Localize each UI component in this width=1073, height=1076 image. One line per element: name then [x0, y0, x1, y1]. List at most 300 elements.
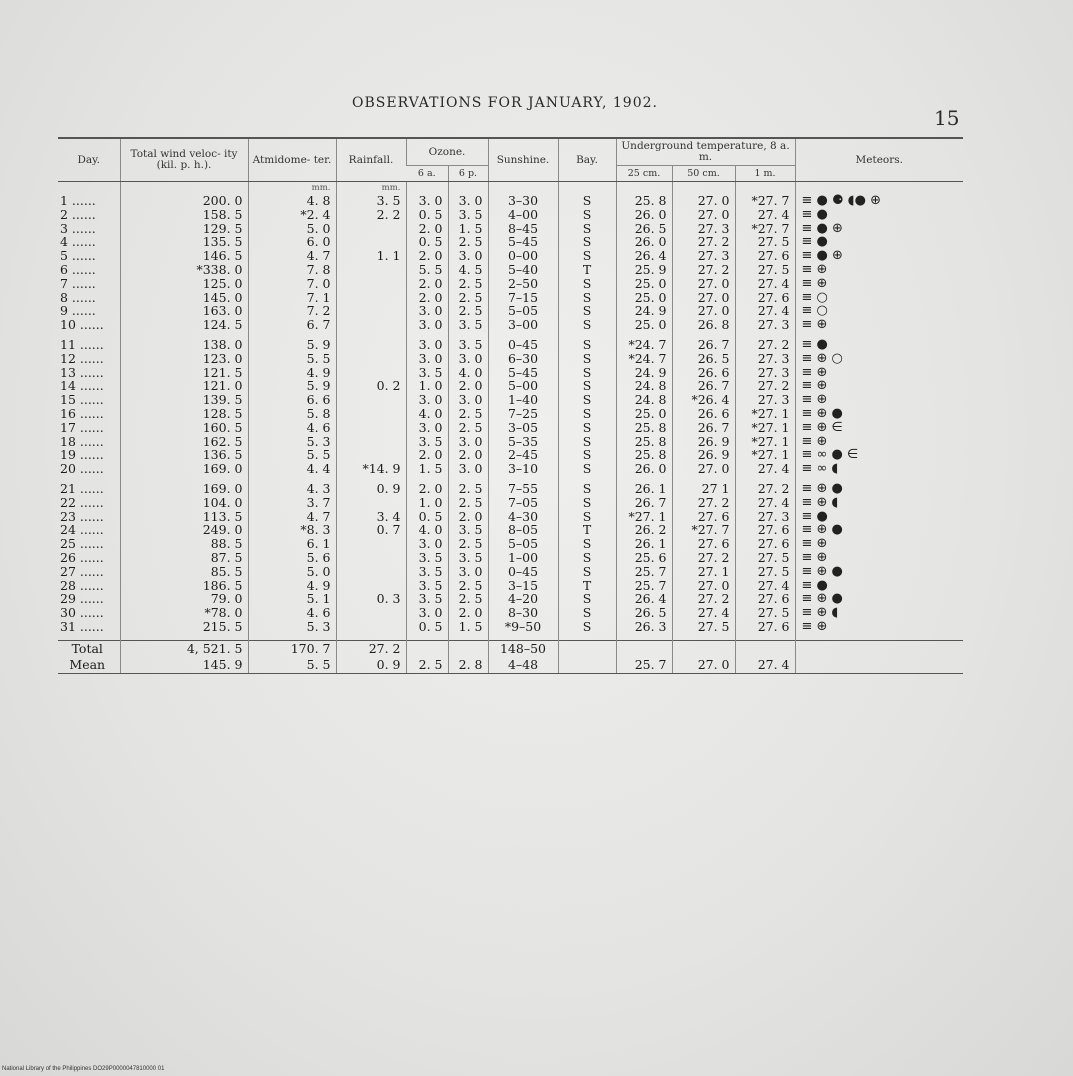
wind-cell: 136. 5 [120, 448, 248, 462]
atmidometer-cell: 4. 6 [248, 606, 336, 620]
wind-cell: 113. 5 [120, 510, 248, 524]
ug-50cm-cell: 27. 2 [672, 496, 735, 510]
bay-cell: S [558, 537, 616, 551]
atmidometer-cell: 5. 1 [248, 592, 336, 606]
ug-1m-cell: 27. 2 [735, 338, 795, 352]
meteors-cell: ≡ ⊕ [795, 366, 963, 380]
sunshine-cell: 7–15 [488, 291, 558, 305]
ug-25cm-cell: 26. 3 [616, 620, 672, 634]
ug-25cm-cell: 24. 9 [616, 366, 672, 380]
ozone-6a-cell: 4. 0 [406, 407, 448, 421]
mean-ug-1m: 27. 4 [735, 657, 795, 674]
ug-50cm-cell: 26. 6 [672, 407, 735, 421]
ozone-6a-cell: 4. 0 [406, 523, 448, 537]
wind-cell: 129. 5 [120, 222, 248, 236]
bay-cell: S [558, 510, 616, 524]
meteors-cell: ≡ ⊕ ∈ [795, 421, 963, 435]
table-row [58, 263, 963, 277]
meteors-cell: ≡ ⊕ [795, 620, 963, 634]
ug-50cm-cell: 26. 5 [672, 352, 735, 366]
table-row [58, 462, 963, 476]
bay-cell: S [558, 496, 616, 510]
rainfall-cell [336, 393, 406, 407]
meteors-cell: ≡ ⊕ ● [795, 565, 963, 579]
ug-1m-cell: 27. 5 [735, 551, 795, 565]
bay-cell: S [558, 592, 616, 606]
mean-label: Mean [58, 657, 120, 674]
ug-25cm-cell: 26. 7 [616, 496, 672, 510]
ug-50cm-cell: 27. 0 [672, 277, 735, 291]
sunshine-cell: 5–40 [488, 263, 558, 277]
ug-50cm-cell: 27. 6 [672, 537, 735, 551]
ug-25cm-cell: 24. 8 [616, 379, 672, 393]
wind-cell: 162. 5 [120, 435, 248, 449]
atmidometer-cell: 3. 7 [248, 496, 336, 510]
rainfall-cell [336, 277, 406, 291]
rainfall-cell: 0. 2 [336, 379, 406, 393]
col-header-ug-25cm: 25 cm. [616, 166, 672, 182]
ug-1m-cell: 27. 3 [735, 510, 795, 524]
col-header-underground: Underground temperature, 8 a. m. [616, 138, 795, 166]
ozone-6a-cell: 2. 0 [406, 222, 448, 236]
bay-cell: S [558, 194, 616, 208]
meteors-cell: ≡ ⊕ ● [795, 482, 963, 496]
col-header-ug-50cm: 50 cm. [672, 166, 735, 182]
wind-cell: *78. 0 [120, 606, 248, 620]
rainfall-cell [336, 222, 406, 236]
ug-25cm-cell: *24. 7 [616, 338, 672, 352]
rainfall-cell [336, 421, 406, 435]
sunshine-cell: 5–00 [488, 379, 558, 393]
day-cell: 25 ...... [60, 536, 104, 552]
atmidometer-cell: 5. 6 [248, 551, 336, 565]
rainfall-cell: 0. 9 [336, 482, 406, 496]
table-row [58, 379, 963, 393]
total-row [58, 640, 963, 657]
col-header-ug-1m: 1 m. [735, 166, 795, 182]
rainfall-cell: 1. 1 [336, 249, 406, 263]
col-header-meteors: Meteors. [795, 138, 963, 182]
ug-25cm-cell: 25. 6 [616, 551, 672, 565]
day-cell: 17 ...... [60, 419, 104, 435]
ozone-6a-cell: 2. 0 [406, 277, 448, 291]
mean-ug-50cm: 27. 0 [672, 657, 735, 674]
wind-cell: 104. 0 [120, 496, 248, 510]
table-row [58, 537, 963, 551]
ozone-6a-cell: 3. 0 [406, 352, 448, 366]
atmidometer-cell: 5. 0 [248, 565, 336, 579]
bay-cell: S [558, 482, 616, 496]
ug-1m-cell: 27. 4 [735, 277, 795, 291]
ug-50cm-cell: 27. 0 [672, 194, 735, 208]
wind-cell: 124. 5 [120, 318, 248, 332]
ozone-6a-cell: 1. 0 [406, 379, 448, 393]
wind-cell: 121. 5 [120, 366, 248, 380]
rainfall-cell [336, 448, 406, 462]
atmidometer-cell: 6. 7 [248, 318, 336, 332]
sunshine-cell: 8–30 [488, 606, 558, 620]
ug-50cm-cell: 27. 0 [672, 291, 735, 305]
ug-50cm-cell: 27. 6 [672, 510, 735, 524]
ug-25cm-cell: *27. 1 [616, 510, 672, 524]
ozone-6p-cell: 2. 5 [448, 304, 488, 318]
ozone-6a-cell: 2. 0 [406, 448, 448, 462]
rainfall-cell [336, 318, 406, 332]
rainfall-cell: 3. 4 [336, 510, 406, 524]
ozone-6a-cell: 3. 5 [406, 592, 448, 606]
mean-atm: 5. 5 [248, 657, 336, 674]
sunshine-cell: 0–00 [488, 249, 558, 263]
rainfall-cell: 3. 5 [336, 194, 406, 208]
ug-50cm-cell: 26. 9 [672, 435, 735, 449]
atmidometer-cell: 5. 9 [248, 338, 336, 352]
ug-1m-cell: *27. 1 [735, 448, 795, 462]
ozone-6p-cell: 3. 0 [448, 393, 488, 407]
bay-cell: T [558, 263, 616, 277]
ug-25cm-cell: 25. 8 [616, 194, 672, 208]
day-cell: 28 ...... [60, 577, 104, 593]
ug-1m-cell: 27. 2 [735, 379, 795, 393]
ozone-6a-cell: 3. 0 [406, 393, 448, 407]
atmidometer-cell: 6. 6 [248, 393, 336, 407]
ug-25cm-cell: 26. 1 [616, 482, 672, 496]
wind-cell: 146. 5 [120, 249, 248, 263]
ug-50cm-cell: 27. 1 [672, 565, 735, 579]
day-cell: 12 ...... [60, 350, 104, 366]
atmidometer-cell: 7. 8 [248, 263, 336, 277]
ug-1m-cell: 27. 5 [735, 606, 795, 620]
ozone-6p-cell: 3. 0 [448, 249, 488, 263]
ug-1m-cell: 27. 4 [735, 208, 795, 222]
table-row [58, 407, 963, 421]
atmidometer-cell: 4. 7 [248, 249, 336, 263]
sunshine-cell: 7–05 [488, 496, 558, 510]
rainfall-cell [336, 366, 406, 380]
ozone-6p-cell: 3. 0 [448, 462, 488, 476]
ozone-6a-cell: 0. 5 [406, 235, 448, 249]
meteors-cell: ≡ ● [795, 510, 963, 524]
bay-cell: S [558, 435, 616, 449]
day-cell: 14 ...... [60, 378, 104, 394]
total-rain: 27. 2 [336, 640, 406, 657]
table-row [58, 620, 963, 634]
meteors-cell: ≡ ⊕ [795, 263, 963, 277]
ozone-6a-cell: 3. 5 [406, 579, 448, 593]
day-cell: 7 ...... [60, 275, 96, 291]
col-header-ozone-6a: 6 a. [406, 166, 448, 182]
wind-cell: 88. 5 [120, 537, 248, 551]
atmidometer-cell: 5. 9 [248, 379, 336, 393]
rainfall-cell [336, 537, 406, 551]
ug-1m-cell: 27. 6 [735, 523, 795, 537]
ug-50cm-cell: 27. 3 [672, 222, 735, 236]
atmidometer-cell: 4. 9 [248, 579, 336, 593]
bay-cell: T [558, 579, 616, 593]
ug-50cm-cell: 26. 9 [672, 448, 735, 462]
col-header-ozone: Ozone. [406, 138, 488, 166]
sunshine-cell: 8–05 [488, 523, 558, 537]
sunshine-cell: 7–25 [488, 407, 558, 421]
wind-cell: 186. 5 [120, 579, 248, 593]
day-cell: 21 ...... [60, 480, 104, 496]
ug-50cm-cell: 27. 2 [672, 551, 735, 565]
ozone-6a-cell: 3. 0 [406, 537, 448, 551]
table-row [58, 235, 963, 249]
wind-cell: 79. 0 [120, 592, 248, 606]
ozone-6a-cell: 3. 5 [406, 565, 448, 579]
bay-cell: S [558, 318, 616, 332]
meteors-cell: ≡ ○ [795, 304, 963, 318]
sunshine-cell: 3–15 [488, 579, 558, 593]
unit-atm: mm. [248, 182, 336, 195]
day-cell: 5 ...... [60, 248, 96, 264]
sunshine-cell: 3–10 [488, 462, 558, 476]
ug-1m-cell: 27. 5 [735, 235, 795, 249]
col-header-rainfall: Rainfall. [336, 138, 406, 182]
ozone-6p-cell: 2. 0 [448, 606, 488, 620]
ozone-6p-cell: 3. 0 [448, 194, 488, 208]
meteors-cell: ≡ ● ⊕ [795, 249, 963, 263]
day-cell: 19 ...... [60, 447, 104, 463]
bay-cell: T [558, 523, 616, 537]
meteors-cell: ≡ ⊕ [795, 393, 963, 407]
ug-50cm-cell: 27. 2 [672, 235, 735, 249]
ug-1m-cell: 27. 6 [735, 291, 795, 305]
ug-25cm-cell: 25. 0 [616, 291, 672, 305]
table-row [58, 482, 963, 496]
table-row [58, 222, 963, 236]
rainfall-cell [336, 435, 406, 449]
ug-1m-cell: 27. 6 [735, 537, 795, 551]
ozone-6a-cell: 0. 5 [406, 620, 448, 634]
ozone-6p-cell: 3. 0 [448, 435, 488, 449]
wind-cell: 138. 0 [120, 338, 248, 352]
ug-25cm-cell: 26. 0 [616, 208, 672, 222]
atmidometer-cell: 6. 1 [248, 537, 336, 551]
rainfall-cell [336, 235, 406, 249]
sunshine-cell: 3–05 [488, 421, 558, 435]
ozone-6p-cell: 2. 5 [448, 579, 488, 593]
ozone-6p-cell: 2. 5 [448, 291, 488, 305]
ozone-6p-cell: 2. 5 [448, 482, 488, 496]
ug-1m-cell: *27. 1 [735, 407, 795, 421]
col-header-bay: Bay. [558, 138, 616, 182]
atmidometer-cell: 6. 0 [248, 235, 336, 249]
rainfall-cell [336, 352, 406, 366]
rainfall-cell [336, 291, 406, 305]
ozone-6a-cell: 3. 0 [406, 606, 448, 620]
ug-25cm-cell: 25. 8 [616, 448, 672, 462]
total-label: Total [58, 640, 120, 657]
ozone-6a-cell: 0. 5 [406, 208, 448, 222]
ug-1m-cell: 27. 5 [735, 263, 795, 277]
meteors-cell: ≡ ⊕ [795, 537, 963, 551]
ug-50cm-cell: 27 1 [672, 482, 735, 496]
table-row [58, 304, 963, 318]
ozone-6p-cell: 2. 5 [448, 407, 488, 421]
ug-25cm-cell: 25. 8 [616, 421, 672, 435]
meteors-cell: ≡ ○ [795, 291, 963, 305]
ug-1m-cell: 27. 6 [735, 592, 795, 606]
mean-rain: 0. 9 [336, 657, 406, 674]
day-cell: 29 ...... [60, 591, 104, 607]
ug-25cm-cell: 25. 0 [616, 407, 672, 421]
sunshine-cell: 1–40 [488, 393, 558, 407]
meteors-cell: ≡ ⊕ ● [795, 592, 963, 606]
ug-25cm-cell: 25. 0 [616, 318, 672, 332]
ug-1m-cell: *27. 7 [735, 222, 795, 236]
ug-25cm-cell: 25. 7 [616, 579, 672, 593]
sunshine-cell: 3–00 [488, 318, 558, 332]
ozone-6a-cell: 3. 0 [406, 304, 448, 318]
ug-1m-cell: 27. 6 [735, 620, 795, 634]
table-row [58, 523, 963, 537]
ug-50cm-cell: 26. 7 [672, 338, 735, 352]
sunshine-cell: 0–45 [488, 338, 558, 352]
table-row [58, 435, 963, 449]
ug-1m-cell: 27. 3 [735, 366, 795, 380]
meteors-cell: ≡ ● [795, 579, 963, 593]
meteors-cell: ≡ ⊕ [795, 379, 963, 393]
meteors-cell: ≡ ⊕ [795, 435, 963, 449]
ug-50cm-cell: 26. 8 [672, 318, 735, 332]
table-row [58, 592, 963, 606]
ozone-6a-cell: 1. 5 [406, 462, 448, 476]
ozone-6a-cell: 3. 5 [406, 551, 448, 565]
ug-1m-cell: 27. 4 [735, 462, 795, 476]
ug-25cm-cell: 24. 9 [616, 304, 672, 318]
table-row [58, 208, 963, 222]
ozone-6a-cell: 0. 5 [406, 510, 448, 524]
ozone-6p-cell: 2. 5 [448, 235, 488, 249]
atmidometer-cell: 4. 3 [248, 482, 336, 496]
ug-1m-cell: *27. 1 [735, 435, 795, 449]
wind-cell: 145. 0 [120, 291, 248, 305]
ug-25cm-cell: 26. 2 [616, 523, 672, 537]
rainfall-cell [336, 407, 406, 421]
ug-50cm-cell: *27. 7 [672, 523, 735, 537]
day-cell: 4 ...... [60, 234, 96, 250]
atmidometer-cell: 5. 8 [248, 407, 336, 421]
bay-cell: S [558, 551, 616, 565]
ozone-6p-cell: 2. 5 [448, 592, 488, 606]
sunshine-cell: 4–00 [488, 208, 558, 222]
ozone-6p-cell: 3. 5 [448, 208, 488, 222]
bay-cell: S [558, 606, 616, 620]
bay-cell: S [558, 462, 616, 476]
atmidometer-cell: 5. 5 [248, 352, 336, 366]
table-row [58, 565, 963, 579]
ozone-6a-cell: 5. 5 [406, 263, 448, 277]
meteors-cell: ≡ ● ⊕ [795, 222, 963, 236]
ug-1m-cell: 27. 3 [735, 393, 795, 407]
ug-50cm-cell: 27. 0 [672, 304, 735, 318]
rainfall-cell [336, 579, 406, 593]
wind-cell: 158. 5 [120, 208, 248, 222]
bay-cell: S [558, 291, 616, 305]
rainfall-cell: 0. 7 [336, 523, 406, 537]
day-cell: 30 ...... [60, 605, 104, 621]
rainfall-cell: 2. 2 [336, 208, 406, 222]
observations-table [58, 137, 963, 674]
wind-cell: 200. 0 [120, 194, 248, 208]
table-row [58, 366, 963, 380]
mean-row [58, 657, 963, 674]
ug-1m-cell: *27. 1 [735, 421, 795, 435]
ug-25cm-cell: 25. 0 [616, 277, 672, 291]
rainfall-cell [336, 551, 406, 565]
ozone-6p-cell: 2. 0 [448, 379, 488, 393]
meteors-cell: ≡ ⊕ [795, 318, 963, 332]
meteors-cell: ≡ ● ⚈ ◖● ⊕ [795, 194, 963, 208]
day-cell: 18 ...... [60, 433, 104, 449]
footer-credit: National Library of the Philippines DO29P0000047810000 01 [2, 1066, 165, 1072]
ug-25cm-cell: 26. 1 [616, 537, 672, 551]
ozone-6a-cell: 3. 0 [406, 318, 448, 332]
ozone-6a-cell: 2. 0 [406, 482, 448, 496]
sunshine-cell: 5–05 [488, 304, 558, 318]
sunshine-cell: 5–35 [488, 435, 558, 449]
day-cell: 1 ...... [60, 193, 96, 208]
wind-cell: 163. 0 [120, 304, 248, 318]
day-cell: 13 ...... [60, 364, 104, 380]
ug-1m-cell: 27. 6 [735, 249, 795, 263]
atmidometer-cell: 7. 0 [248, 277, 336, 291]
atmidometer-cell: *2. 4 [248, 208, 336, 222]
meteors-cell: ≡ ∞ ◖ [795, 462, 963, 476]
meteors-cell: ≡ ⊕ ○ [795, 352, 963, 366]
ug-50cm-cell: 26. 7 [672, 379, 735, 393]
table-row [58, 194, 963, 208]
ozone-6p-cell: 2. 5 [448, 277, 488, 291]
rainfall-cell [336, 620, 406, 634]
day-cell: 10 ...... [60, 317, 104, 333]
ozone-6p-cell: 2. 0 [448, 448, 488, 462]
meteors-cell: ≡ ⊕ ◖ [795, 606, 963, 620]
total-atm: 170. 7 [248, 640, 336, 657]
ug-25cm-cell: 26. 0 [616, 235, 672, 249]
table-row [58, 421, 963, 435]
col-header-wind: Total wind veloc- ity (kil. p. h.). [120, 138, 248, 182]
atmidometer-cell: 4. 8 [248, 194, 336, 208]
ug-1m-cell: 27. 2 [735, 482, 795, 496]
atmidometer-cell: 5. 5 [248, 448, 336, 462]
wind-cell: 169. 0 [120, 462, 248, 476]
atmidometer-cell: 4. 6 [248, 421, 336, 435]
ug-50cm-cell: 27. 0 [672, 462, 735, 476]
wind-cell: 125. 0 [120, 277, 248, 291]
sunshine-cell: 5–45 [488, 235, 558, 249]
mean-wind: 145. 9 [120, 657, 248, 674]
rainfall-cell: *14. 9 [336, 462, 406, 476]
ug-25cm-cell: 26. 4 [616, 249, 672, 263]
sunshine-cell: 3–30 [488, 194, 558, 208]
col-header-ozone-6p: 6 p. [448, 166, 488, 182]
ozone-6a-cell: 3. 5 [406, 435, 448, 449]
table-row [58, 318, 963, 332]
ug-1m-cell: 27. 4 [735, 304, 795, 318]
mean-ozone-6p: 2. 8 [448, 657, 488, 674]
rainfall-cell [336, 565, 406, 579]
day-cell: 31 ...... [60, 618, 104, 634]
atmidometer-cell: 5. 3 [248, 435, 336, 449]
sunshine-cell: 7–55 [488, 482, 558, 496]
day-cell: 24 ...... [60, 522, 104, 538]
unit-rain: mm. [336, 182, 406, 195]
col-header-sunshine: Sunshine. [488, 138, 558, 182]
ug-50cm-cell: *26. 4 [672, 393, 735, 407]
day-cell: 3 ...... [60, 220, 96, 236]
